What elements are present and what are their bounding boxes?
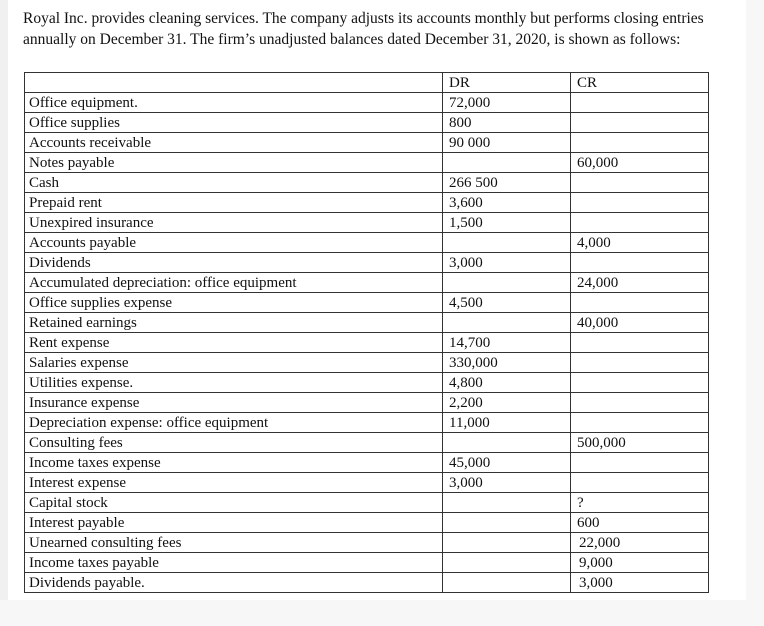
credit-amount: 40,000 [571,313,709,333]
credit-amount [571,93,709,113]
trial-balance-table [24,72,709,593]
debit-amount [443,493,571,513]
debit-amount: 3,600 [443,193,571,213]
table-row [25,173,709,193]
debit-amount: 14,700 [443,333,571,353]
account-name: Interest payable [25,513,443,533]
credit-amount: 22,000 [571,533,709,553]
account-name: Interest expense [25,473,443,493]
credit-amount [571,393,709,413]
table-row [25,113,709,133]
account-name: Consulting fees [25,433,443,453]
table-row [25,233,709,253]
account-name: Dividends [25,253,443,273]
account-name: Retained earnings [25,313,443,333]
credit-amount: ? [571,493,709,513]
credit-amount [571,413,709,433]
table-header-row [25,73,709,93]
credit-amount: 60,000 [571,153,709,173]
credit-amount: 600 [571,513,709,533]
table-row [25,573,709,593]
debit-amount [443,553,571,573]
debit-amount [443,513,571,533]
table-row [25,273,709,293]
table-row [25,313,709,333]
table-row [25,133,709,153]
account-name: Cash [25,173,443,193]
account-name: Office supplies expense [25,293,443,313]
table-row [25,493,709,513]
debit-amount: 11,000 [443,413,571,433]
credit-amount [571,133,709,153]
debit-amount: 72,000 [443,93,571,113]
account-name: Income taxes expense [25,453,443,473]
account-name: Office supplies [25,113,443,133]
account-name: Unearned consulting fees [25,533,443,553]
debit-amount [443,573,571,593]
table-row [25,413,709,433]
table-row [25,93,709,113]
debit-amount [443,433,571,453]
debit-amount [443,153,571,173]
debit-amount: 266 500 [443,173,571,193]
account-header [25,73,443,93]
table-row [25,253,709,273]
table-row [25,153,709,173]
debit-amount: 4,500 [443,293,571,313]
credit-amount: 500,000 [571,433,709,453]
account-name: Insurance expense [25,393,443,413]
account-name: Unexpired insurance [25,213,443,233]
dr-header: DR [443,73,571,93]
right-edge [746,0,764,626]
account-name: Rent expense [25,333,443,353]
trial-balance-rows [25,93,709,593]
credit-amount: 9,000 [571,553,709,573]
debit-amount: 1,500 [443,213,571,233]
account-name: Salaries expense [25,353,443,373]
debit-amount [443,533,571,553]
debit-amount: 90 000 [443,133,571,153]
table-row [25,473,709,493]
account-name: Income taxes payable [25,553,443,573]
table-row [25,433,709,453]
credit-amount [571,253,709,273]
credit-amount [571,193,709,213]
debit-amount: 3,000 [443,253,571,273]
table-row [25,333,709,353]
cr-header: CR [571,73,709,93]
account-name: Depreciation expense: office equipment [25,413,443,433]
debit-amount: 2,200 [443,393,571,413]
debit-amount: 45,000 [443,453,571,473]
debit-amount [443,273,571,293]
table-row [25,373,709,393]
problem-intro: Royal Inc. provides cleaning services. The company adjusts its accounts monthly but performs closing entries annually on December 31. The firm’s unadjusted balances dated December 31, 2020, is shown as follows: [23,10,704,48]
account-name: Accounts payable [25,233,443,253]
debit-amount [443,313,571,333]
debit-amount: 3,000 [443,473,571,493]
account-name: Utilities expense. [25,373,443,393]
debit-amount: 4,800 [443,373,571,393]
account-name: Accumulated depreciation: office equipment [25,273,443,293]
account-name: Capital stock [25,493,443,513]
table-row [25,533,709,553]
credit-amount [571,453,709,473]
credit-amount: 4,000 [571,233,709,253]
table-row [25,393,709,413]
account-name: Prepaid rent [25,193,443,213]
table-row [25,553,709,573]
account-name: Accounts receivable [25,133,443,153]
table-row [25,293,709,313]
credit-amount: 3,000 [571,573,709,593]
account-name: Dividends payable. [25,573,443,593]
credit-amount [571,373,709,393]
account-name: Notes payable [25,153,443,173]
credit-amount [571,213,709,233]
credit-amount [571,333,709,353]
credit-amount: 24,000 [571,273,709,293]
account-name: Office equipment. [25,93,443,113]
credit-amount [571,473,709,493]
table-row [25,453,709,473]
debit-amount: 330,000 [443,353,571,373]
table-row [25,193,709,213]
table-row [25,213,709,233]
bottom-edge [0,600,764,626]
credit-amount [571,173,709,193]
debit-amount [443,233,571,253]
table-row [25,353,709,373]
debit-amount: 800 [443,113,571,133]
credit-amount [571,353,709,373]
left-edge [0,0,8,626]
credit-amount [571,113,709,133]
credit-amount [571,293,709,313]
table-row [25,513,709,533]
